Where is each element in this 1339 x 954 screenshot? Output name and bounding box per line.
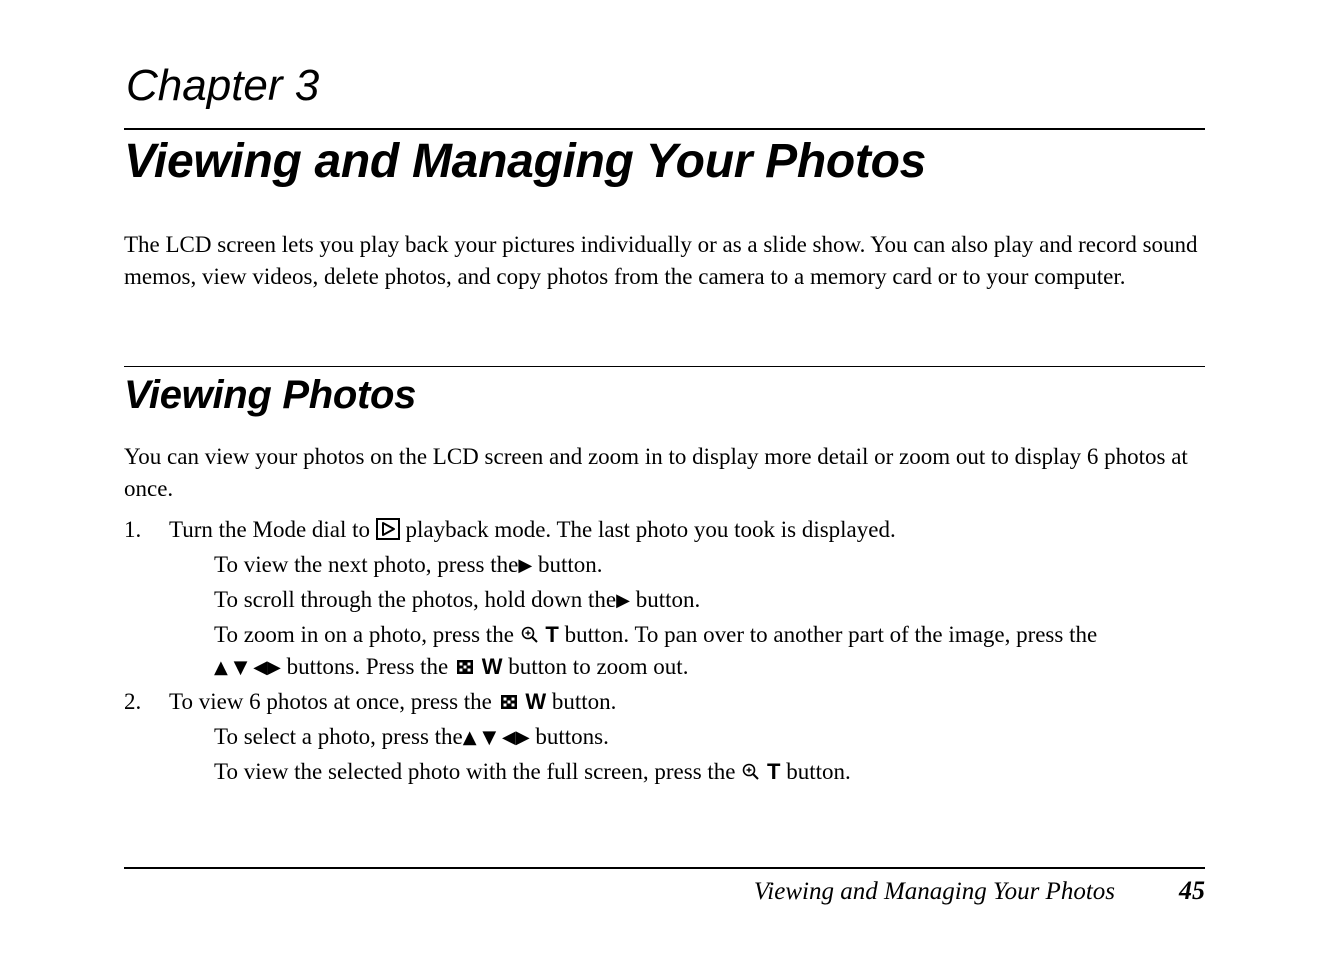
step-2-sub-2 [214,756,851,788]
chapter-label: Chapter 3 [126,61,320,110]
step-1-sub-2 [214,584,700,617]
down-arrow-icon: ▼ [482,727,497,748]
right-arrow-icon: ▶ [515,727,530,748]
step-2-sub-1-text-a: To select a photo, press the [214,724,463,749]
chapter-intro: The LCD screen lets you play back your pictures individually or as a slide show. You can also play and record sound memos, view videos, delete photos, and copy photos from the camera to a memory card or to your computer. [124,232,1198,289]
wide-key-label: W [525,689,547,714]
wide-key-label: W [481,654,503,679]
step-1-number: 1. [124,517,142,542]
chapter-rule [124,128,1205,130]
down-arrow-icon: ▼ [233,657,248,678]
right-arrow-icon: ▶ [616,590,630,611]
section-intro: You can view your photos on the LCD screen and zoom in to display more detail or zoom out to display 6 photos at once. [124,444,1188,501]
tele-key-label: T [545,622,559,647]
right-arrow-icon: ▶ [267,657,281,678]
step-2-sub-1-text-b: buttons. [535,724,609,749]
step-1-sub-3-text-b: button. To pan over to another part of the image, press the [564,622,1098,647]
thumbnail-grid-icon [498,692,520,712]
step-2-sub-1 [214,721,609,754]
step-2-text-b: button. [551,689,617,714]
step-1-sub-3-text-c: buttons. Press the [286,654,449,679]
step-1-sub-3-text-d: button to zoom out. [508,654,689,679]
page-number: 45 [1179,876,1205,905]
step-1-sub-1 [214,549,602,582]
manual-page [124,0,1205,954]
step-2-sub-2-text-b: button. [786,759,851,784]
playback-mode-icon [376,518,400,540]
footer-chapter-title: Viewing and Managing Your Photos [753,878,1115,905]
chapter-title: Viewing and Managing Your Photos [124,135,926,188]
step-1-sub-3-line-2 [214,651,688,684]
right-arrow-icon: ▶ [518,555,533,576]
step-1-text-a: Turn the Mode dial to [169,517,371,542]
step-1-sub-3-line-1 [214,619,1097,651]
up-arrow-icon: ▲ [462,727,477,748]
tele-key-label: T [767,759,781,784]
left-arrow-icon: ◀ [253,657,268,678]
step-2-sub-2-text-a: To view the selected photo with the full screen, press the [214,759,736,784]
section-title: Viewing Photos [124,373,417,417]
step-1-sub-2-text-a: To scroll through the photos, hold down the [214,587,617,612]
zoom-in-icon [741,762,761,782]
step-2-number: 2. [124,689,142,714]
up-arrow-icon: ▲ [214,657,228,678]
step-1-sub-3-text-a: To zoom in on a photo, press the [214,622,514,647]
section-rule [124,366,1205,367]
footer-rule [124,867,1205,869]
step-2-text-a: To view 6 photos at once, press the [169,689,492,714]
zoom-in-icon [520,625,540,645]
left-arrow-icon: ◀ [501,727,516,748]
thumbnail-grid-icon [454,657,476,677]
step-1-sub-1-text-a: To view the next photo, press the [214,552,519,577]
step-1-text-b: playback mode. The last photo you took is displayed. [405,517,896,542]
step-1-sub-1-text-b: button. [537,552,603,577]
step-1-sub-2-text-b: button. [635,587,701,612]
